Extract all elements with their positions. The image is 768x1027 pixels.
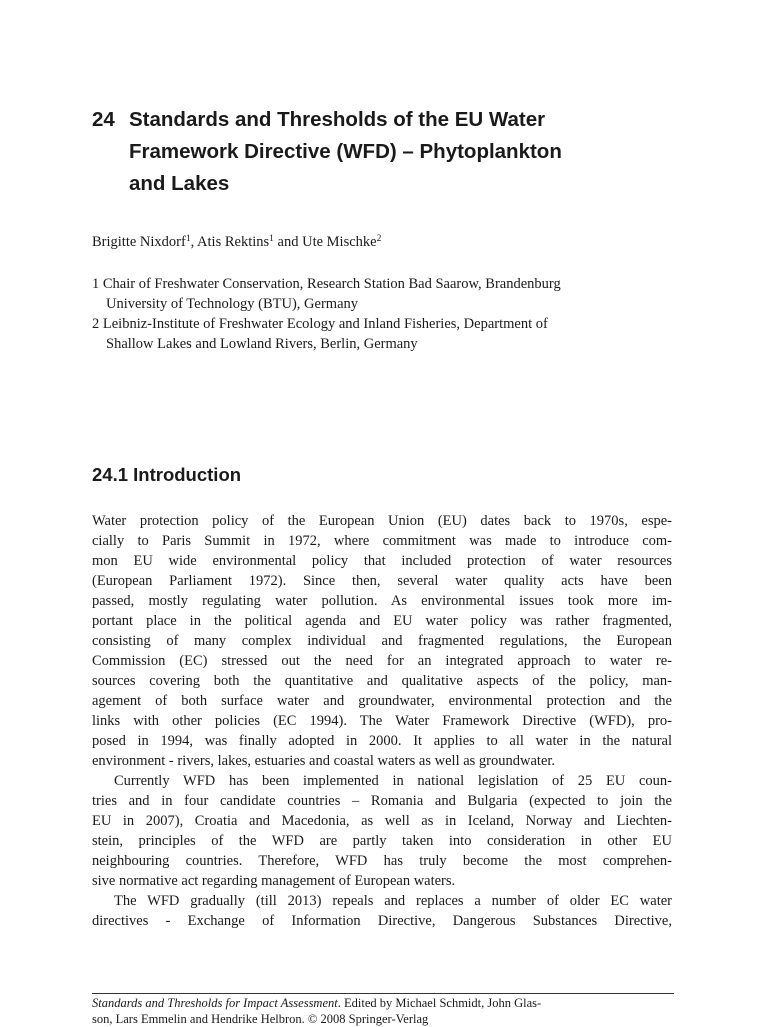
chapter-number: 24 bbox=[92, 108, 115, 131]
text-line: passed, mostly regulating water pollution. As environmental issues took more im- bbox=[92, 593, 672, 609]
author-name: Ute Mischke bbox=[302, 234, 377, 250]
text-line: links with other policies (EC 1994). The Water Framework Directive (WFD), pro- bbox=[92, 713, 672, 729]
book-title: Standards and Thresholds for Impact Assessment bbox=[92, 996, 338, 1010]
text-line: directives - Exchange of Information Directive, Dangerous Substances Directive, bbox=[92, 913, 672, 929]
text-line: stein, principles of the WFD are partly taken into consideration in other EU bbox=[92, 833, 672, 849]
text-line: mon EU wide environmental policy that included protection of water resources bbox=[92, 553, 672, 569]
affiliation-1: 1 Chair of Freshwater Conservation, Research Station Bad Saarow, Brandenburg bbox=[92, 276, 561, 292]
author-list bbox=[92, 232, 672, 252]
affiliation-2-continued: Shallow Lakes and Lowland Rivers, Berlin, Germany bbox=[106, 336, 418, 352]
text-line: (European Parliament 1972). Since then, several water quality acts have been bbox=[92, 573, 672, 589]
text-line: posed in 1994, was finally adopted in 2000. It applies to all water in the natural bbox=[92, 733, 672, 749]
footer-divider bbox=[92, 993, 674, 994]
body-text bbox=[92, 511, 672, 931]
footer-editors: . Edited by Michael Schmidt, John Glas- bbox=[337, 996, 542, 1010]
text-line: consisting of many complex individual and fragmented regulations, the European bbox=[92, 633, 672, 649]
chapter-title-line-2: Framework Directive (WFD) – Phytoplankton bbox=[129, 140, 562, 163]
author-separator: , bbox=[190, 234, 198, 250]
text-line: Water protection policy of the European Union (EU) dates back to 1970s, espe- bbox=[92, 513, 672, 529]
chapter-title-line-1: Standards and Thresholds of the EU Water bbox=[129, 108, 546, 131]
text-line: Currently WFD has been implemented in national legislation of 25 EU coun- bbox=[114, 773, 672, 789]
text-line: agement of both surface water and groundwater, environmental protection and the bbox=[92, 693, 672, 709]
author-name: Brigitte Nixdorf bbox=[92, 234, 186, 250]
chapter-title bbox=[92, 104, 692, 200]
affiliation-2: 2 Leibniz-Institute of Freshwater Ecology and Inland Fisheries, Department of bbox=[92, 316, 548, 332]
author-affiliation-mark: 1 bbox=[269, 234, 274, 244]
paragraph-3 bbox=[92, 891, 672, 931]
author-affiliation-mark: 1 bbox=[185, 234, 191, 244]
chapter-title-line-3: and Lakes bbox=[129, 172, 230, 195]
text-line: EU in 2007), Croatia and Macedonia, as well as in Iceland, Norway and Liechten- bbox=[92, 813, 672, 829]
footer-line-1 bbox=[92, 995, 682, 1011]
text-line: environment - rivers, lakes, estuaries and coastal waters as well as groundwater. bbox=[92, 753, 556, 769]
text-line: tries and in four candidate countries – Romania and Bulgaria (expected to join the bbox=[92, 793, 672, 809]
author-affiliation-mark: 2 bbox=[376, 234, 382, 244]
text-line: sive normative act regarding management of European waters. bbox=[92, 873, 456, 889]
text-line: cially to Paris Summit in 1972, where commitment was made to introduce com- bbox=[92, 533, 672, 549]
text-line: Commission (EC) stressed out the need for an integrated approach to water re- bbox=[92, 653, 672, 669]
affiliation-1-continued: University of Technology (BTU), Germany bbox=[106, 296, 359, 312]
paragraph-1 bbox=[92, 511, 672, 771]
author-name: Atis Rektins bbox=[197, 234, 270, 250]
author-separator: and bbox=[273, 234, 303, 250]
text-line: portant place in the political agenda and EU water policy was rather fragmented, bbox=[92, 613, 672, 629]
affiliation-list bbox=[92, 274, 682, 354]
text-line: sources covering both the quantitative and qualitative aspects of the policy, man- bbox=[92, 673, 672, 689]
text-line: The WFD gradually (till 2013) repeals and replaces a number of older EC water bbox=[114, 893, 672, 909]
footer-line-2: son, Lars Emmelin and Hendrike Helbron. © 2008 Springer-Verlag bbox=[92, 1012, 429, 1026]
text-line: neighbouring countries. Therefore, WFD has truly become the most comprehen- bbox=[92, 853, 672, 869]
section-heading: 24.1 Introduction bbox=[92, 464, 242, 485]
page-footer bbox=[92, 995, 682, 1027]
paragraph-2 bbox=[92, 771, 672, 891]
